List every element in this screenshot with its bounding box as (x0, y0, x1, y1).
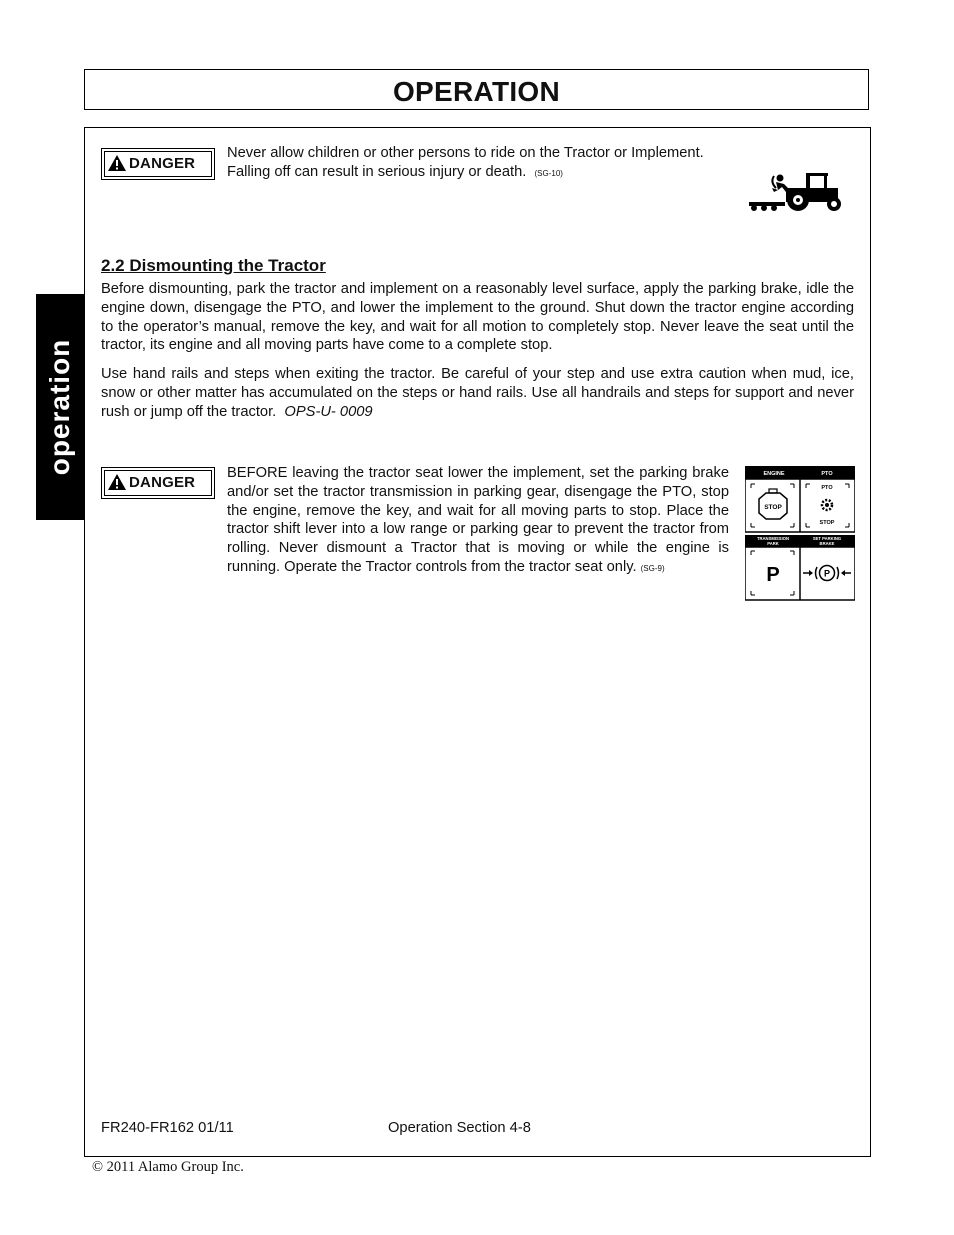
danger-message-text: BEFORE leaving the tractor seat lower the implement, set the parking brake and/or set the tractor transmission in parking gear, disengage the PTO, stop the engine, remove the key, and wait for all moving parts to stop. Place the tractor shift lever into a low range or parking gear to prevent the tractor from rolling. Never dismount a Tractor that is moving or while the engine is running. Operate the Tractor controls from the tractor seat only. (227, 465, 729, 575)
tractor-rider-icon (746, 168, 848, 216)
page-header (84, 69, 869, 110)
reference-code: (SG-9) (640, 563, 665, 573)
parking-brake-label-2: BRAKE (819, 541, 835, 546)
tractor-controls-diagram (745, 466, 855, 601)
pto-stop-label: STOP (819, 520, 835, 526)
pto-inner-label: PTO (821, 485, 833, 491)
section-heading: 2.2 Dismounting the Tractor (101, 256, 326, 275)
engine-label: ENGINE (763, 471, 785, 477)
paragraph-dismount: Before dismounting, park the tractor and implement on a reasonably level surface, apply the parking brake, idle the engine down, disengage the PTO, and lower the implement to the ground. Shut down the tractor engine according to the operator’s manual, remove the key, and wait for all motion to completely stop. Never leave the seat until the tractor, its engine and all moving parts have come to a complete stop. (101, 281, 854, 354)
reference-code: OPS-U- 0009 (284, 403, 373, 420)
paragraph-handrails-text: Use hand rails and steps when exiting the tractor. Be careful of your step and use extra caution when mud, ice, snow or other matter has accumulated on the steps or hand rails. Use all handrails and steps for support and never rush or jump off the tractor. (101, 366, 854, 420)
danger-message-line: Never allow children or other persons to ride on the Tractor or Implement. (227, 145, 704, 161)
page-title: OPERATION (392, 76, 561, 107)
warning-triangle-icon (107, 154, 127, 172)
danger-message-1 (227, 144, 747, 184)
engine-stop-label: STOP (764, 504, 782, 511)
warning-triangle-icon (107, 473, 127, 491)
danger-message-line: Falling off can result in serious injury or death. (227, 163, 527, 180)
danger-word: DANGER (129, 474, 196, 491)
section-side-tab (36, 294, 84, 520)
footer-model: FR240-FR162 01/11 (101, 1120, 234, 1136)
danger-label (101, 467, 215, 499)
danger-label (101, 148, 215, 180)
transmission-park-label: PARK (767, 541, 779, 546)
park-letter: P (766, 564, 780, 586)
transmission-label: TRANSMISSION (756, 536, 790, 541)
side-tab-label: operation (44, 338, 75, 476)
danger-message-2 (227, 464, 729, 579)
footer-section: Operation Section 4-8 (388, 1120, 531, 1136)
parking-brake-label: SET PARKING (812, 536, 842, 541)
danger-word: DANGER (129, 155, 196, 172)
brake-letter: P (823, 568, 831, 579)
copyright: © 2011 Alamo Group Inc. (92, 1159, 244, 1175)
reference-code: (SG-10) (534, 168, 563, 178)
paragraph-handrails (101, 365, 854, 421)
pto-label: PTO (821, 471, 833, 477)
